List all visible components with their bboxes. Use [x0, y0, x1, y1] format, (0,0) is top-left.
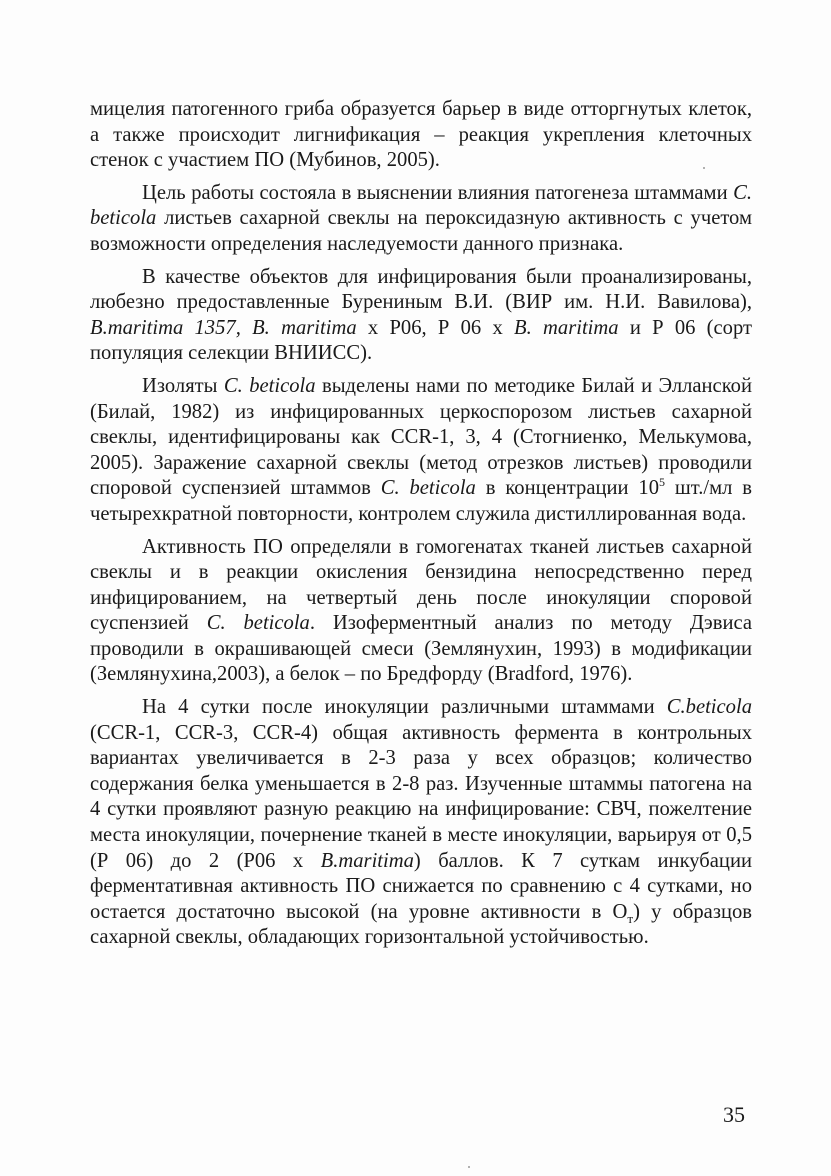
- scan-speck: [468, 1166, 470, 1168]
- paragraph: [90, 181, 752, 258]
- subscript: т: [627, 910, 634, 926]
- text-run: . Изоферментный анализ по методу Дэвиса проводили в окрашивающей смеси (Землянухин, 1993) в модификации (Землянухина,2003), а белок – по Бредфорду (Bradford, 1976).: [90, 612, 752, 686]
- text-run: ) у образцов сахарной свеклы, обладающих горизонтальной устойчивостью.: [90, 900, 752, 949]
- page-number: 35: [723, 1102, 745, 1127]
- italic-run: B.maritima 1357, B. maritima: [90, 316, 357, 339]
- italic-run: C.beticola: [666, 696, 752, 719]
- text-run: Изоляты: [142, 374, 224, 397]
- text-run: шт./мл в четырехкратной повторности, контролем служила дистиллированная вода.: [90, 477, 752, 525]
- text-run: В качестве объектов для инфицирования были проанализированы, любезно предоставленные Бурениным В.И. (ВИР им. Н.И. Вавилова),: [90, 265, 752, 314]
- text-run: х Р06, Р 06 х: [356, 316, 515, 339]
- italic-run: B.maritima: [320, 849, 414, 872]
- paragraph: [90, 265, 752, 367]
- text-run: На 4 сутки после инокуляции различными штаммами: [142, 696, 667, 719]
- text-run: ) баллов. К 7 суткам инкубации ферментативная активность ПО снижается по сравнению с 4 сутками, но остается достаточно высокой (на уровне активности в О: [90, 849, 752, 923]
- text-run: листьев сахарной свеклы на пероксидазную активность с учетом возможности определения наследуемости данного признака.: [90, 207, 752, 255]
- text-run: выделены нами по методике Билай и Элланской (Билай, 1982) из инфицированных церкоспорозом листьев сахарной свеклы, идентифицированы как CCR-1, 3, 4 (Стогниенко, Мелькумова, 2005). Заражение сахарной свеклы (метод отрезков листьев) проводили споровой суспензией штаммов: [90, 374, 752, 500]
- text-run: и Р 06 (сорт популяция селекции ВНИИСС).: [90, 316, 752, 365]
- italic-run: C. beticola: [223, 374, 316, 397]
- paragraph: [90, 374, 752, 528]
- paragraph: [90, 695, 752, 951]
- text-run: мицелия патогенного гриба образуется барьер в виде отторгнутых клеток, а также происходит лигнификация – реакция укрепления клеточных стенок с участием ПО (Мубинов, 2005).: [90, 98, 752, 172]
- paragraph: [90, 535, 752, 689]
- text-run: в концентрации 10: [475, 477, 660, 500]
- italic-run: C. beticola: [206, 612, 310, 635]
- italic-run: C. beticola: [380, 477, 476, 500]
- italic-run: B. maritima: [514, 316, 619, 339]
- superscript: 5: [659, 475, 666, 490]
- scan-speck: [703, 167, 705, 169]
- paragraph: [90, 97, 752, 174]
- italic-run: C. beticola: [90, 181, 752, 230]
- text-run: Активность ПО определяли в гомогенатах тканей листьев сахарной свеклы и в реакции окисления бензидина непосредственно перед инфицированием, на четвертый день после инокуляции споровой суспензией: [90, 535, 752, 635]
- body-text: [90, 97, 752, 951]
- text-run: (CCR-1, CCR-3, CCR-4) общая активность фермента в контрольных вариантах увеличивается в 2-3 раза у всех образцов; количество содержания белка уменьшается в 2-8 раз. Изученные штаммы патогена на 4 сутки проявляют разную реакцию на инфицирование: СВЧ, пожелтение места инокуляции, почернение тканей в месте инокуляции, варьируя от 0,5 (Р 06) до 2 (Р06 х: [90, 721, 752, 872]
- text-run: Цель работы состояла в выяснении влияния патогенеза штаммами: [142, 181, 734, 204]
